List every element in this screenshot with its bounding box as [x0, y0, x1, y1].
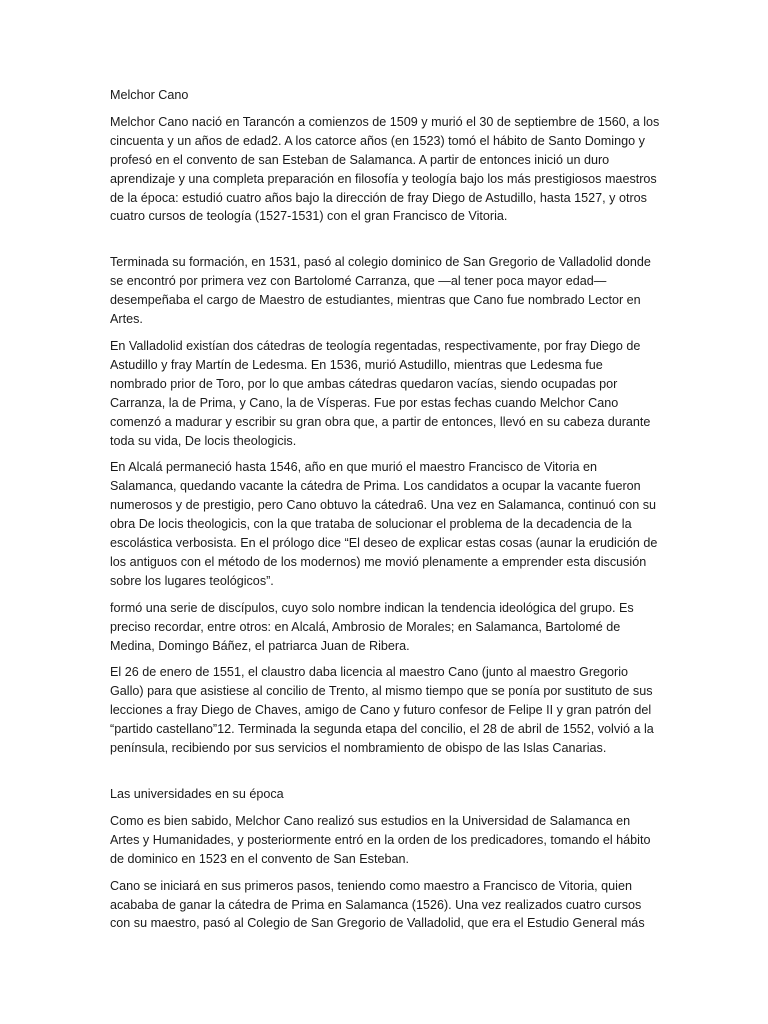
paragraph-estudios: Como es bien sabido, Melchor Cano realizó sus estudios en la Universidad de Salamanca en Artes y Humanidades, y posteriormente entró en la orden de los predicadores, tomando el hábito de dominico en 1523 en el convento de San Esteban.	[110, 813, 651, 866]
paragraph-primeros-pasos: Cano se iniciará en sus primeros pasos, teniendo como maestro a Francisco de Vitoria, quien acababa de ganar la cátedra de Prima en Salamanca (1526). Una vez realizados cuatro cursos con su maestro, pasó al Colegio de San Gregorio de Valladolid, que era el Estudio General más	[110, 878, 645, 931]
section-title-universidades: Las universidades en su época	[110, 787, 284, 801]
paragraph-trento: El 26 de enero de 1551, el claustro daba licencia al maestro Cano (junto al maestro Gregorio Gallo) para que asistiese al concilio de Trento, al mismo tiempo que se ponía por sustituto de sus lecciones a fray Diego de Chaves, amigo de Cano y futuro confesor de Felipe II y gran patrón del “partido castellano”12. Terminada la segunda etapa del concilio, el 28 de abril de 1552, volvió a la península, recibiendo por sus servicios el nombramiento de obispo de las Islas Canarias.	[110, 665, 654, 756]
paragraph-alcala: En Alcalá permaneció hasta 1546, año en que murió el maestro Francisco de Vitoria en Salamanca, quedando vacante la cátedra de Prima. Los candidatos a ocupar la vacante fueron numerosos y de prestigio, pero Cano obtuvo la cátedra6. Una vez en Salamanca, continuó con su obra De locis theologicis, con la que trataba de solucionar el problema de la decadencia de la escolástica verbosista. En el prólogo dice “El deseo de explicar estas cosas (aunar la erudición de los antiguos con el método de los modernos) me movió plenamente a emprender esta discusión sobre los lugares teológicos”.	[110, 460, 658, 588]
paragraph-catedras: En Valladolid existían dos cátedras de teología regentadas, respectivamente, por fray Diego de Astudillo y fray Martín de Ledesma. En 1536, murió Astudillo, mientras que Ledesma fue nombrado prior de Toro, por lo que ambas cátedras quedaron vacías, siendo ocupadas por Carranza, la de Prima, y Cano, la de Vísperas. Fue por estas fechas cuando Melchor Cano comenzó a madurar y escribir su gran obra que, a partir de entonces, llevó en su cabeza durante toda su vida, De locis theologicis.	[110, 338, 651, 448]
paragraph-valladolid: Terminada su formación, en 1531, pasó al colegio dominico de San Gregorio de Valladolid donde se encontró por primera vez con Bartolomé Carranza, que —al tener poca mayor edad— desempeñaba el cargo de Maestro de estudiantes, mientras que Cano fue nombrado Lector en Artes.	[110, 255, 651, 327]
document-title: Melchor Cano	[110, 88, 189, 102]
document-page	[110, 86, 662, 941]
paragraph-birth: Melchor Cano nació en Tarancón a comienzos de 1509 y murió el 30 de septiembre de 1560, a los cincuenta y un años de edad2. A los catorce años (en 1523) tomó el hábito de Santo Domingo y profesó en el convento de san Esteban de Salamanca. A partir de entonces inició un duro aprendizaje y una completa preparación en filosofía y teología bajo los más prestigiosos maestros de la época: estudió cuatro años bajo la dirección de fray Diego de Astudillo, hasta 1527, y otros cuatro cursos de teología (1527-1531) con el gran Francisco de Vitoria.	[110, 114, 660, 224]
paragraph-discipulos: formó una serie de discípulos, cuyo solo nombre indican la tendencia ideológica del grupo. Es preciso recordar, entre otros: en Alcalá, Ambrosio de Morales; en Salamanca, Bartolomé de Medina, Domingo Báñez, el patriarca Juan de Ribera.	[110, 600, 634, 653]
